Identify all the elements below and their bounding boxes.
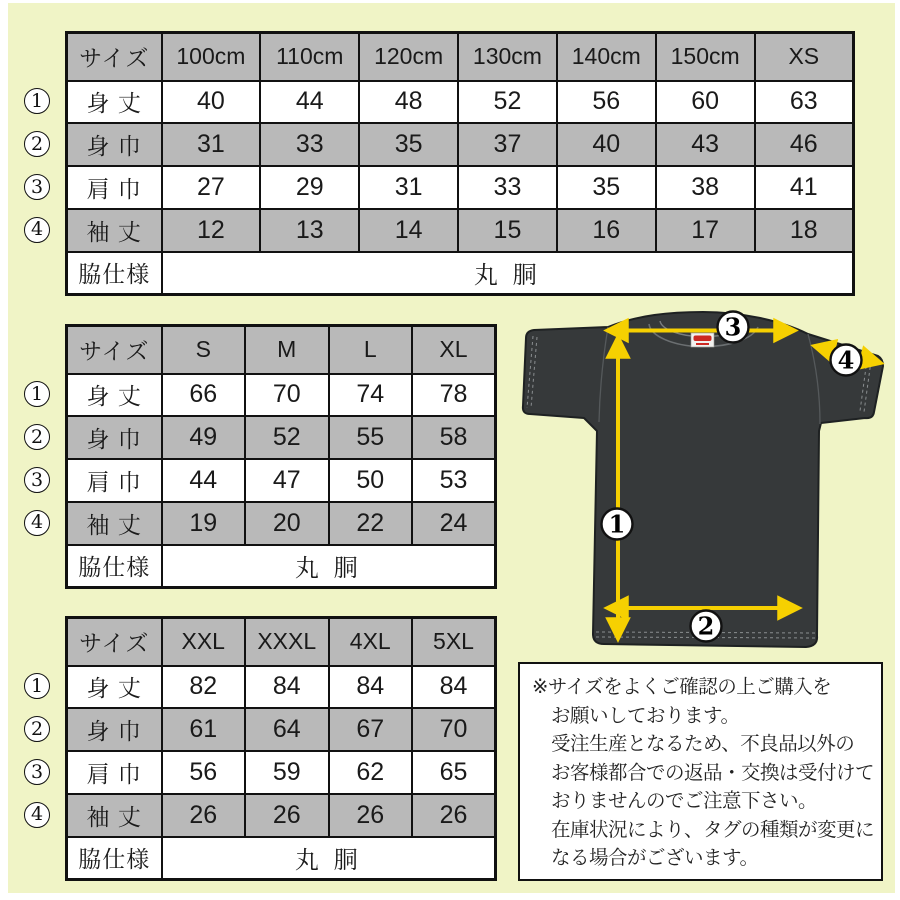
size-value-cell: 53: [412, 459, 496, 502]
size-value-cell: 40: [557, 123, 656, 166]
note-line: お客様都合での返品・交換は受付けて: [551, 761, 875, 784]
size-value-cell: 20: [245, 502, 329, 545]
row-number-badge: 4: [24, 510, 50, 536]
size-value-cell: 33: [458, 166, 557, 209]
size-value-cell: 37: [458, 123, 557, 166]
size-table: [65, 324, 497, 589]
measure-row: [67, 123, 854, 166]
measure-row: [67, 374, 496, 417]
side-spec-value: 丸 胴: [162, 252, 854, 295]
size-value-cell: 35: [557, 166, 656, 209]
size-value-cell: 35: [359, 123, 458, 166]
side-spec-value: 丸 胴: [162, 545, 496, 588]
size-value-cell: 18: [755, 209, 854, 252]
column-header: XL: [412, 326, 496, 374]
column-header: M: [245, 326, 329, 374]
side-spec-row: [67, 545, 496, 588]
note-line: 受注生産となるため、不良品以外の: [551, 733, 855, 755]
note-line: 在庫状況により、タグの種類が変更に: [551, 818, 875, 841]
size-value-cell: 43: [656, 123, 755, 166]
size-value-cell: 44: [260, 81, 359, 124]
svg-text:4: 4: [837, 345, 855, 375]
size-value-cell: 84: [412, 666, 496, 709]
row-number-badge: 2: [24, 716, 50, 742]
size-value-cell: 26: [329, 794, 413, 837]
row-label: 袖 丈: [67, 502, 162, 545]
size-value-cell: 67: [329, 708, 413, 751]
measure-row: [67, 666, 496, 709]
size-header-label: サイズ: [67, 326, 162, 374]
measure-row: [67, 751, 496, 794]
row-number-badge: 3: [24, 467, 50, 493]
row-number-badge: 1: [24, 381, 50, 407]
row-label: 肩 巾: [67, 166, 162, 209]
neck-tag-logo: [691, 333, 714, 347]
column-header: 100cm: [162, 33, 261, 81]
measure-label-1: [602, 509, 633, 540]
column-header: 120cm: [359, 33, 458, 81]
size-value-cell: 26: [162, 794, 246, 837]
row-number-badge: 3: [24, 759, 50, 785]
row-number-badge: 1: [24, 673, 50, 699]
row-number-badge: 2: [24, 131, 50, 157]
size-value-cell: 31: [359, 166, 458, 209]
row-label: 袖 丈: [67, 209, 162, 252]
measure-row: [67, 502, 496, 545]
size-value-cell: 26: [245, 794, 329, 837]
column-header: XXXL: [245, 618, 329, 666]
column-header: 140cm: [557, 33, 656, 81]
size-value-cell: 84: [329, 666, 413, 709]
size-value-cell: 14: [359, 209, 458, 252]
row-label: 身 丈: [67, 666, 162, 709]
column-header: 4XL: [329, 618, 413, 666]
size-value-cell: 13: [260, 209, 359, 252]
size-value-cell: 33: [260, 123, 359, 166]
size-value-cell: 70: [245, 374, 329, 417]
note-line: お願いしております。: [551, 704, 740, 727]
side-spec-value: 丸 胴: [162, 837, 496, 880]
measure-row: [67, 708, 496, 751]
size-value-cell: 17: [656, 209, 755, 252]
size-table: [65, 616, 497, 881]
svg-text:1: 1: [608, 509, 626, 539]
size-header-label: サイズ: [67, 33, 162, 81]
row-label: 袖 丈: [67, 794, 162, 837]
size-value-cell: 44: [162, 459, 246, 502]
note-line: おりませんのでご注意下さい。: [551, 790, 818, 812]
size-value-cell: 26: [412, 794, 496, 837]
row-label: 身 巾: [67, 123, 162, 166]
purchase-note: [518, 662, 883, 881]
column-header: XS: [755, 33, 854, 81]
row-number-badge: 4: [24, 802, 50, 828]
size-value-cell: 19: [162, 502, 246, 545]
size-value-cell: 52: [458, 81, 557, 124]
side-spec-label: 脇仕様: [67, 545, 162, 588]
size-value-cell: 56: [557, 81, 656, 124]
size-value-cell: 70: [412, 708, 496, 751]
measure-row: [67, 794, 496, 837]
size-value-cell: 55: [329, 416, 413, 459]
size-value-cell: 64: [245, 708, 329, 751]
size-value-cell: 24: [412, 502, 496, 545]
measure-label-4: [831, 345, 862, 376]
row-label: 肩 巾: [67, 459, 162, 502]
row-label: 身 巾: [67, 416, 162, 459]
size-value-cell: 47: [245, 459, 329, 502]
column-header: 130cm: [458, 33, 557, 81]
size-value-cell: 50: [329, 459, 413, 502]
size-table-kids: [30, 31, 855, 296]
tshirt-body: [523, 312, 883, 647]
size-value-cell: 27: [162, 166, 261, 209]
row-number-badge: 2: [24, 424, 50, 450]
header-row: [67, 33, 854, 81]
size-value-cell: 84: [245, 666, 329, 709]
size-value-cell: 29: [260, 166, 359, 209]
row-number-badge: 1: [24, 88, 50, 114]
column-header: 5XL: [412, 618, 496, 666]
size-table: [65, 31, 855, 296]
size-value-cell: 61: [162, 708, 246, 751]
size-value-cell: 78: [412, 374, 496, 417]
size-value-cell: 60: [656, 81, 755, 124]
row-number-badge: 4: [24, 217, 50, 243]
side-spec-row: [67, 252, 854, 295]
size-value-cell: 62: [329, 751, 413, 794]
column-header: S: [162, 326, 246, 374]
row-number-badge: 3: [24, 174, 50, 200]
header-row: [67, 326, 496, 374]
column-header: 150cm: [656, 33, 755, 81]
size-value-cell: 16: [557, 209, 656, 252]
size-value-cell: 48: [359, 81, 458, 124]
column-header: XXL: [162, 618, 246, 666]
measure-row: [67, 209, 854, 252]
row-label: 肩 巾: [67, 751, 162, 794]
side-spec-label: 脇仕様: [67, 252, 162, 295]
size-value-cell: 52: [245, 416, 329, 459]
size-value-cell: 15: [458, 209, 557, 252]
measure-row: [67, 81, 854, 124]
size-value-cell: 63: [755, 81, 854, 124]
measure-row: [67, 166, 854, 209]
size-value-cell: 56: [162, 751, 246, 794]
svg-text:2: 2: [697, 611, 715, 641]
row-label: 身 巾: [67, 708, 162, 751]
measure-label-2: [691, 611, 722, 642]
note-line: ※サイズをよくご確認の上ご購入を: [532, 676, 832, 698]
size-value-cell: 41: [755, 166, 854, 209]
side-spec-label: 脇仕様: [67, 837, 162, 880]
size-value-cell: 66: [162, 374, 246, 417]
size-value-cell: 74: [329, 374, 413, 417]
row-label: 身 丈: [67, 374, 162, 417]
size-value-cell: 59: [245, 751, 329, 794]
size-value-cell: 82: [162, 666, 246, 709]
measure-row: [67, 459, 496, 502]
size-value-cell: 38: [656, 166, 755, 209]
size-table-plus: [30, 616, 497, 881]
size-table-adult: [30, 324, 497, 589]
side-spec-row: [67, 837, 496, 880]
size-value-cell: 22: [329, 502, 413, 545]
svg-text:3: 3: [724, 312, 742, 342]
size-header-label: サイズ: [67, 618, 162, 666]
size-value-cell: 49: [162, 416, 246, 459]
row-label: 身 丈: [67, 81, 162, 124]
size-value-cell: 40: [162, 81, 261, 124]
size-value-cell: 12: [162, 209, 261, 252]
tshirt-diagram: [508, 306, 900, 658]
measure-label-3: [718, 312, 749, 343]
size-value-cell: 58: [412, 416, 496, 459]
size-value-cell: 31: [162, 123, 261, 166]
column-header: 110cm: [260, 33, 359, 81]
size-value-cell: 46: [755, 123, 854, 166]
header-row: [67, 618, 496, 666]
measure-row: [67, 416, 496, 459]
note-line: なる場合がございます。: [551, 847, 759, 869]
column-header: L: [329, 326, 413, 374]
size-value-cell: 65: [412, 751, 496, 794]
